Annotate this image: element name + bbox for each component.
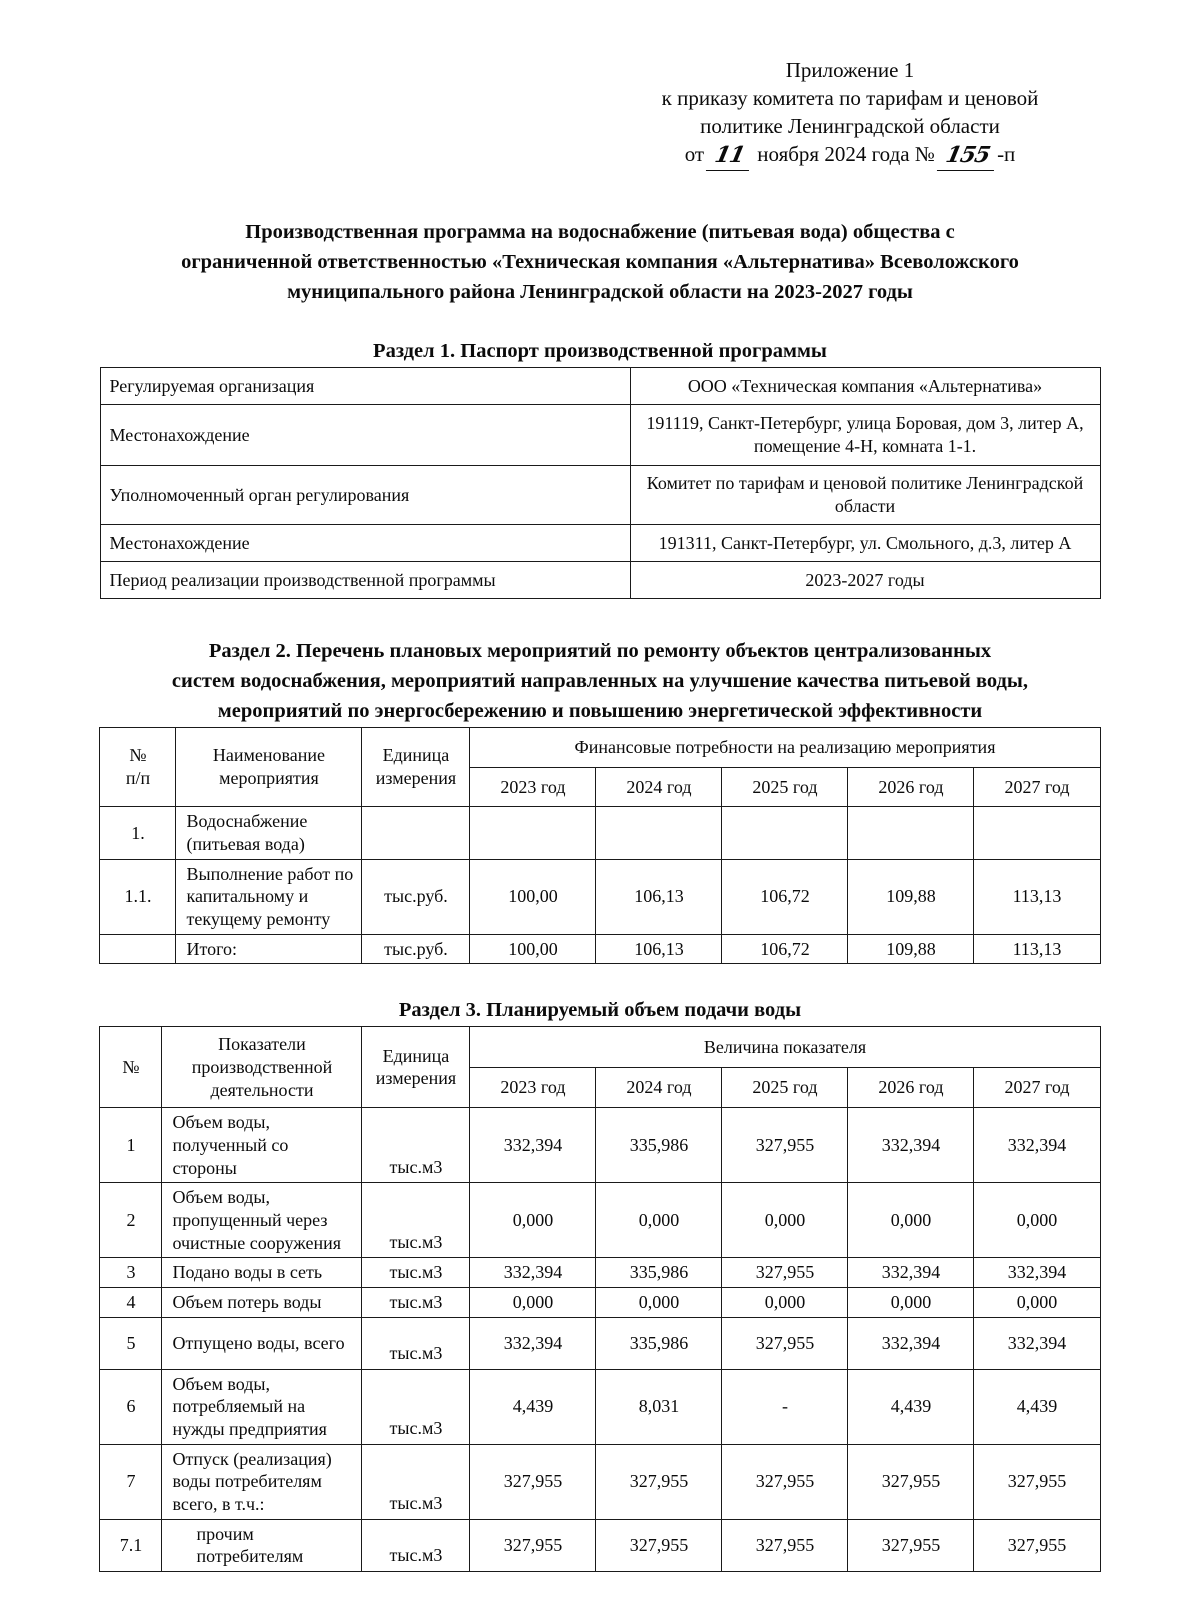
row-value-2026: 4,439 xyxy=(848,1369,974,1444)
passport-value: 191311, Санкт-Петербург, ул. Смольного, д.3, литер А xyxy=(630,525,1100,562)
col-header-year-2024: 2024 год xyxy=(596,1067,722,1108)
row-value-2025: 327,955 xyxy=(722,1519,848,1571)
col-header-year-2024: 2024 год xyxy=(596,767,722,807)
table-row xyxy=(100,562,1100,599)
header-order-line-1: к приказу комитета по тарифам и ценовой xyxy=(661,86,1039,111)
row-value-2025: 327,955 xyxy=(722,1444,848,1519)
row-value-2025 xyxy=(722,807,848,859)
section-3-heading xyxy=(100,996,1100,1026)
table-header-row xyxy=(100,1027,1100,1068)
passport-label: Местонахождение xyxy=(100,525,630,562)
row-unit: тыс.м3 xyxy=(362,1444,470,1519)
row-value-2027 xyxy=(974,807,1100,859)
title-line-2: ограниченной ответственностью «Техническая компания «Альтернатива» Всеволожского xyxy=(181,250,1019,273)
row-value-2027: 332,394 xyxy=(974,1108,1100,1183)
row-total-label: Итого: xyxy=(176,934,362,964)
row-value-2024 xyxy=(596,807,722,859)
section-1-heading-text: Раздел 1. Паспорт производственной программы xyxy=(373,340,827,363)
date-year: 2024 года xyxy=(824,142,910,167)
row-value-2027: 327,955 xyxy=(974,1519,1100,1571)
col-header-year-2026: 2026 год xyxy=(848,767,974,807)
section-1-heading xyxy=(100,337,1100,367)
row-unit xyxy=(362,807,470,859)
page-title xyxy=(100,217,1100,307)
table-row xyxy=(100,1317,1100,1369)
row-value-2027: 113,13 xyxy=(974,859,1100,934)
row-unit: тыс.м3 xyxy=(362,1317,470,1369)
table-row xyxy=(100,1444,1100,1519)
handwritten-day: 11 xyxy=(706,141,755,171)
row-value-2023: 4,439 xyxy=(470,1369,596,1444)
row-unit: тыс.м3 xyxy=(362,1108,470,1183)
section-2-heading xyxy=(100,637,1100,727)
col-header-indicator-l3: деятельности xyxy=(210,1079,314,1100)
row-value-2024: 327,955 xyxy=(596,1519,722,1571)
header-date-line xyxy=(570,140,1130,170)
row-value-2024: 106,13 xyxy=(596,934,722,964)
passport-value: Комитет по тарифам и ценовой политике Ленинградской области xyxy=(630,466,1100,525)
row-value-2024: 0,000 xyxy=(596,1287,722,1317)
col-header-year-2025: 2025 год xyxy=(722,1067,848,1108)
table-row xyxy=(100,466,1100,525)
col-header-indicator-name xyxy=(162,1027,362,1108)
handwritten-number: 155 xyxy=(937,141,1000,171)
row-number: 3 xyxy=(100,1258,162,1288)
col-header-measure-name-l1: Наименование xyxy=(212,745,326,766)
title-line-1: Производственная программа на водоснабжение (питьевая вода) общества с xyxy=(245,220,955,243)
passport-label: Уполномоченный орган регулирования xyxy=(100,466,630,525)
passport-label: Регулируемая организация xyxy=(100,368,630,405)
row-unit: тыс.руб. xyxy=(362,934,470,964)
row-value-2026: 109,88 xyxy=(848,934,974,964)
title-line-3: муниципального района Ленинградской области на 2023-2027 годы xyxy=(287,281,913,304)
row-value-2027: 0,000 xyxy=(974,1287,1100,1317)
row-value-2027: 327,955 xyxy=(974,1444,1100,1519)
col-header-measure-name xyxy=(176,727,362,806)
row-indicator-name: Отпуск (реализация) воды потребителям всего, в т.ч.: xyxy=(162,1444,362,1519)
row-value-2024: 0,000 xyxy=(596,1183,722,1258)
row-measure-name: Водоснабжение (питьевая вода) xyxy=(176,807,362,859)
table-row xyxy=(100,807,1100,859)
row-unit: тыс.м3 xyxy=(362,1183,470,1258)
measures-table xyxy=(99,727,1100,964)
row-value-2026 xyxy=(848,807,974,859)
row-value-2024: 327,955 xyxy=(596,1444,722,1519)
header-appendix-line: Приложение 1 xyxy=(785,58,915,82)
row-indicator-name: Отпущено воды, всего xyxy=(162,1317,362,1369)
row-unit: тыс.м3 xyxy=(362,1258,470,1288)
table-row xyxy=(100,1287,1100,1317)
row-number: 6 xyxy=(100,1369,162,1444)
row-value-2024: 335,986 xyxy=(596,1317,722,1369)
row-value-2026: 0,000 xyxy=(848,1183,974,1258)
document-header xyxy=(570,56,1130,171)
col-header-year-2027: 2027 год xyxy=(974,767,1100,807)
row-value-2026: 332,394 xyxy=(848,1108,974,1183)
row-value-2024: 106,13 xyxy=(596,859,722,934)
row-value-2023: 327,955 xyxy=(470,1444,596,1519)
table-row xyxy=(100,525,1100,562)
row-unit: тыс.м3 xyxy=(362,1287,470,1317)
row-value-2026: 0,000 xyxy=(848,1287,974,1317)
passport-value: 191119, Санкт-Петербург, улица Боровая, дом 3, литер А, помещение 4-Н, комната 1-1. xyxy=(630,405,1100,466)
table-row xyxy=(100,1369,1100,1444)
row-value-2025: 327,955 xyxy=(722,1258,848,1288)
row-indicator-name: Объем воды, полученный со стороны xyxy=(162,1108,362,1183)
col-header-unit-l2: измерения xyxy=(375,1068,457,1089)
table-row xyxy=(100,1258,1100,1288)
col-header-number-l1: № xyxy=(129,745,147,766)
row-value-2027: 332,394 xyxy=(974,1317,1100,1369)
table-row xyxy=(100,405,1100,466)
row-number: 4 xyxy=(100,1287,162,1317)
col-header-year-2026: 2026 год xyxy=(848,1067,974,1108)
row-value-2025: 327,955 xyxy=(722,1317,848,1369)
row-indicator-name: прочим потребителям xyxy=(162,1519,362,1571)
row-value-2025: 0,000 xyxy=(722,1287,848,1317)
table-row xyxy=(100,368,1100,405)
table-row xyxy=(100,859,1100,934)
row-value-2023 xyxy=(470,807,596,859)
row-value-2026: 109,88 xyxy=(848,859,974,934)
section-2-heading-line-2: систем водоснабжения, мероприятий направленных на улучшение качества питьевой воды, xyxy=(171,670,1029,693)
passport-table xyxy=(100,367,1101,599)
row-value-2023: 0,000 xyxy=(470,1183,596,1258)
row-value-2026: 327,955 xyxy=(848,1519,974,1571)
col-header-unit-l2: измерения xyxy=(375,768,457,789)
row-indicator-name: Объем воды, потребляемый на нужды предприятия xyxy=(162,1369,362,1444)
row-value-2026: 332,394 xyxy=(848,1258,974,1288)
col-header-number: № xyxy=(100,1027,162,1108)
col-header-year-2025: 2025 год xyxy=(722,767,848,807)
col-header-number xyxy=(100,727,176,806)
water-volume-table xyxy=(99,1026,1100,1572)
row-number: 7 xyxy=(100,1444,162,1519)
row-value-2025: 106,72 xyxy=(722,859,848,934)
row-unit: тыс.м3 xyxy=(362,1369,470,1444)
row-value-2026: 332,394 xyxy=(848,1317,974,1369)
row-value-2024: 8,031 xyxy=(596,1369,722,1444)
table-header-row xyxy=(100,727,1100,767)
table-row xyxy=(100,1183,1100,1258)
number-suffix: -п xyxy=(997,142,1016,167)
section-3-heading-text: Раздел 3. Планируемый объем подачи воды xyxy=(398,999,802,1022)
row-value-2023: 327,955 xyxy=(470,1519,596,1571)
row-value-2025: 106,72 xyxy=(722,934,848,964)
row-value-2024: 335,986 xyxy=(596,1258,722,1288)
section-2-heading-line-3: мероприятий по энергосбережению и повышению энергетической эффективности xyxy=(217,699,983,722)
row-number: 1.1. xyxy=(100,859,176,934)
col-header-unit-l1: Единица xyxy=(382,745,450,766)
row-number: 7.1 xyxy=(100,1519,162,1571)
row-number: 5 xyxy=(100,1317,162,1369)
section-2-heading-line-1: Раздел 2. Перечень плановых мероприятий по ремонту объектов централизованных xyxy=(208,640,992,663)
row-indicator-name: Подано воды в сеть xyxy=(162,1258,362,1288)
row-unit: тыс.руб. xyxy=(362,859,470,934)
row-value-2023: 332,394 xyxy=(470,1258,596,1288)
row-value-2023: 0,000 xyxy=(470,1287,596,1317)
col-header-year-2027: 2027 год xyxy=(974,1067,1100,1108)
col-header-unit xyxy=(362,1027,470,1108)
row-value-2023: 100,00 xyxy=(470,934,596,964)
col-header-year-2023: 2023 год xyxy=(470,767,596,807)
col-header-indicator-l2: производственной xyxy=(191,1056,333,1077)
row-value-2027: 0,000 xyxy=(974,1183,1100,1258)
date-prefix: от xyxy=(684,142,705,167)
row-indicator-name: Объем воды, пропущенный через очистные сооружения xyxy=(162,1183,362,1258)
col-header-indicator-value-group: Величина показателя xyxy=(470,1027,1100,1068)
row-value-2023: 100,00 xyxy=(470,859,596,934)
passport-value: ООО «Техническая компания «Альтернатива» xyxy=(630,368,1100,405)
passport-label: Период реализации производственной программы xyxy=(100,562,630,599)
col-header-year-2023: 2023 год xyxy=(470,1067,596,1108)
row-measure-name: Выполнение работ по капитальному и текущему ремонту xyxy=(176,859,362,934)
row-value-2027: 4,439 xyxy=(974,1369,1100,1444)
row-value-2023: 332,394 xyxy=(470,1108,596,1183)
row-value-2023: 332,394 xyxy=(470,1317,596,1369)
date-month: ноября xyxy=(757,142,820,167)
number-label: № xyxy=(914,142,935,167)
col-header-unit xyxy=(362,727,470,806)
table-row xyxy=(100,1108,1100,1183)
col-header-financial-group: Финансовые потребности на реализацию мероприятия xyxy=(470,727,1100,767)
row-number: 2 xyxy=(100,1183,162,1258)
row-value-2025: 327,955 xyxy=(722,1108,848,1183)
row-value-2027: 113,13 xyxy=(974,934,1100,964)
col-header-unit-l1: Единица xyxy=(382,1045,450,1066)
row-value-2025: - xyxy=(722,1369,848,1444)
row-value-2027: 332,394 xyxy=(974,1258,1100,1288)
header-order-line-2: политике Ленинградской области xyxy=(700,114,1000,139)
row-value-2026: 327,955 xyxy=(848,1444,974,1519)
row-value-2025: 0,000 xyxy=(722,1183,848,1258)
row-number xyxy=(100,934,176,964)
col-header-measure-name-l2: мероприятия xyxy=(219,768,319,789)
row-unit: тыс.м3 xyxy=(362,1519,470,1571)
col-header-number-l2: п/п xyxy=(125,768,151,789)
table-row xyxy=(100,1519,1100,1571)
passport-value: 2023-2027 годы xyxy=(630,562,1100,599)
table-row xyxy=(100,934,1100,964)
passport-label: Местонахождение xyxy=(100,405,630,466)
row-indicator-name: Объем потерь воды xyxy=(162,1287,362,1317)
row-number: 1. xyxy=(100,807,176,859)
row-value-2024: 335,986 xyxy=(596,1108,722,1183)
row-number: 1 xyxy=(100,1108,162,1183)
col-header-indicator-l1: Показатели xyxy=(218,1034,306,1055)
